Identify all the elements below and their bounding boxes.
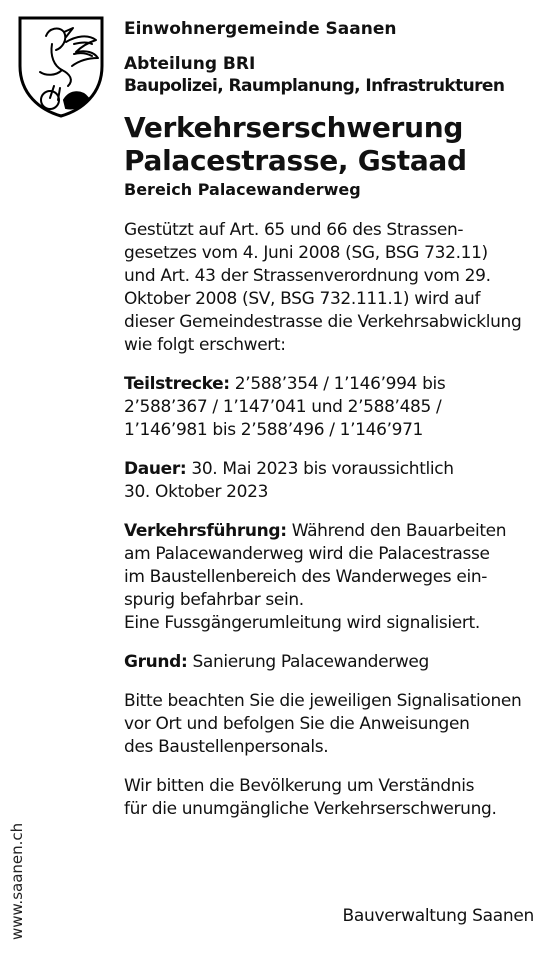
dauer-paragraph: [124, 458, 534, 504]
intro-paragraph: [124, 219, 534, 357]
verkehrsfuehrung-label: Verkehrsführung:: [124, 521, 287, 541]
verkehrsfuehrung-value: Während den Bauarbeiten: [286, 521, 507, 541]
grund-paragraph: [124, 651, 534, 674]
notice-title-line-1: Verkehrserschwerung: [124, 111, 464, 144]
notice-line: Bitte beachten Sie die jeweiligen Signalisationen: [124, 691, 522, 711]
teilstrecke-value: 2’588’354 / 1’146’994 bis: [229, 374, 446, 394]
verkehrsfuehrung-paragraph: [124, 520, 534, 635]
intro-line: wie folgt erschwert:: [124, 335, 286, 355]
teilstrecke-paragraph: [124, 373, 534, 442]
closing-line: für die unumgängliche Verkehrserschwerung.: [124, 799, 497, 819]
notice-subtitle: Bereich Palacewanderweg: [124, 180, 361, 199]
grund-value: Sanierung Palacewanderweg: [187, 652, 429, 672]
intro-line: gesetzes vom 4. Juni 2008 (SG, BSG 732.11): [124, 243, 488, 263]
department-name: Abteilung BRI: [124, 54, 256, 74]
dauer-line: [124, 458, 534, 481]
closing-paragraph: [124, 775, 534, 821]
notice-title-line-2: Palacestrasse, Gstaad: [124, 144, 467, 177]
notice-paragraph: [124, 690, 534, 759]
intro-line: Oktober 2008 (SV, BSG 732.111.1) wird auf: [124, 289, 481, 309]
department-subtitle: Baupolizei, Raumplanung, Infrastrukturen: [124, 76, 505, 96]
organization-name: Einwohnergemeinde Saanen: [124, 19, 397, 39]
grund-line: [124, 651, 534, 674]
notice-line: vor Ort und befolgen Sie die Anweisungen: [124, 714, 470, 734]
teilstrecke-line: [124, 373, 534, 396]
dauer-label: Dauer:: [124, 459, 187, 479]
closing-line: Wir bitten die Bevölkerung um Verständnis: [124, 776, 475, 796]
dauer-value: 30. Mai 2023 bis voraussichtlich: [186, 459, 454, 479]
teilstrecke-line: 2’588’367 / 1’147’041 und 2’588’485 /: [124, 397, 442, 417]
intro-line: Gestützt auf Art. 65 und 66 des Strassen-: [124, 220, 464, 240]
verkehrsfuehrung-line: am Palacewanderweg wird die Palacestrasse: [124, 544, 490, 564]
notice-content: [124, 18, 534, 821]
notice-title: [124, 111, 534, 177]
verkehrsfuehrung-line: spurig befahrbar sein.: [124, 590, 304, 610]
teilstrecke-label: Teilstrecke:: [124, 374, 230, 394]
website-url: www.saanen.ch: [8, 822, 26, 940]
notice-line: des Baustellenpersonals.: [124, 737, 329, 757]
grund-label: Grund:: [124, 652, 188, 672]
teilstrecke-line: 1’146’981 bis 2’588’496 / 1’146’971: [124, 420, 424, 440]
dauer-line: 30. Oktober 2023: [124, 482, 269, 502]
intro-line: und Art. 43 der Strassenverordnung vom 29.: [124, 266, 491, 286]
verkehrsfuehrung-line: im Baustellenbereich des Wanderweges ein-: [124, 567, 488, 587]
saanen-crest-logo: [16, 14, 106, 118]
verkehrsfuehrung-line: Eine Fussgängerumleitung wird signalisiert.: [124, 613, 480, 633]
verkehrsfuehrung-line: [124, 520, 534, 543]
intro-line: dieser Gemeindestrasse die Verkehrsabwicklung: [124, 312, 522, 332]
signature: Bauverwaltung Saanen: [342, 906, 534, 926]
